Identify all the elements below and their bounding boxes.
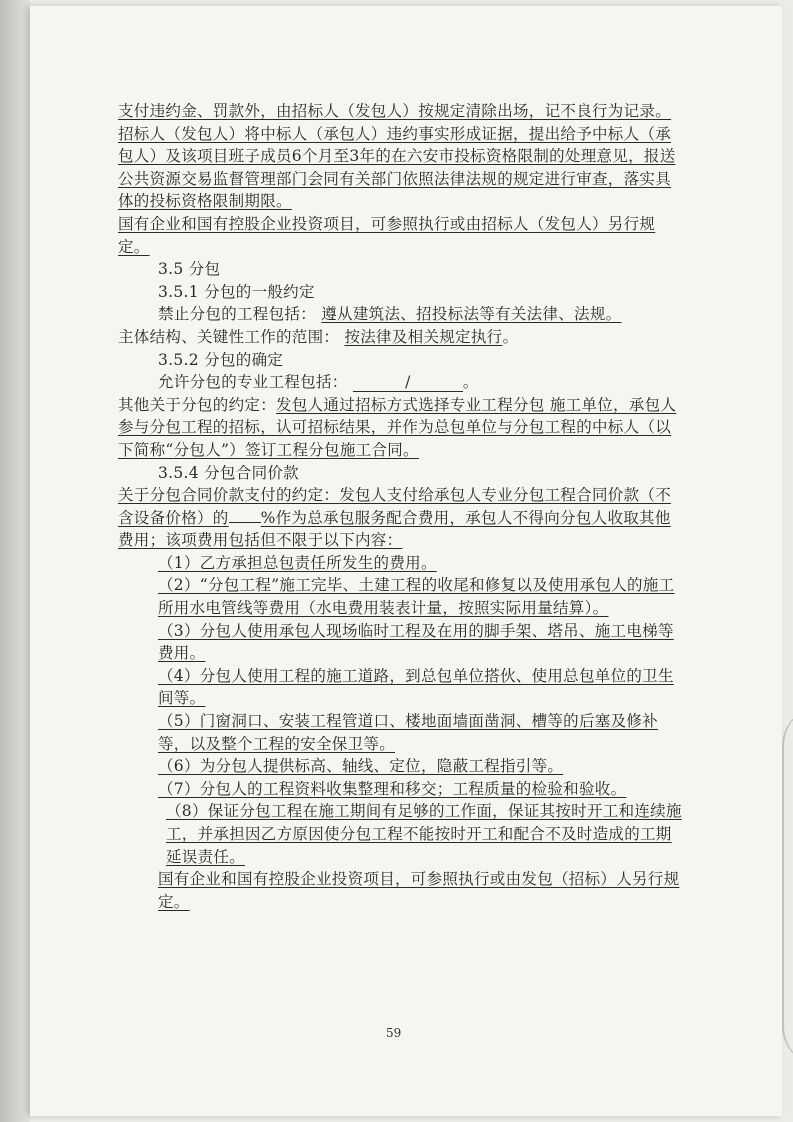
price-paragraph	[118, 484, 686, 552]
page-edge-shadow	[0, 0, 30, 1122]
list-item-5: （5）门窗洞口、安装工程管道口、楼地面墙面凿洞、槽等的后塞及修补等，以及整个工程的安全保卫等。	[158, 712, 658, 753]
allowed-end: 。	[462, 373, 479, 392]
forbidden-value: 遵从建筑法、招投标法等有关法律、法规。	[321, 305, 622, 324]
paragraph-soe-note: 国有企业和国有控股企业投资项目，可参照执行或由招标人（发包人）另行规定。	[118, 214, 656, 256]
section-heading-3-5-2: 3.5.2 分包的确定	[158, 350, 284, 369]
section-heading-3-5: 3.5 分包	[158, 260, 221, 279]
price-label: 关于分包合同价款支付的约定：	[118, 486, 340, 505]
key-work-end: 。	[502, 327, 519, 346]
paragraph-penalty: 支付违约金、罚款外，由招标人（发包人）按规定清除出场，记不良行为记录。招标人（发包人）将中标人（承包人）违约事实形成证据，提出给予中标人（承包人）及该项目班子成员6个月至3年的在六安市投标资格限制的处理意见，报送公共资源交易监督管理部门会同有关部门依照法律法规的规定进行审查，落实具体的投标资格限制期限。	[118, 102, 676, 211]
list-item-1: （1）乙方承担总包责任所发生的费用。	[158, 553, 437, 572]
list-item-3: （3）分包人使用承包人现场临时工程及在用的脚手架、塔吊、施工电梯等费用。	[158, 621, 674, 663]
page-number: 59	[386, 1026, 402, 1040]
list-item-6: （6）为分包人提供标高、轴线、定位，隐蔽工程指引等。	[158, 757, 564, 776]
key-work-value: 按法律及相关规定执行	[344, 327, 503, 346]
section-heading-3-5-1: 3.5.1 分包的一般约定	[158, 282, 315, 301]
allowed-value: /	[353, 373, 463, 392]
allowed-subcontract-line	[118, 371, 686, 394]
price-value-a: 发包人支付给承包人专业分包工程合同价款（不含设备价格）的	[118, 486, 672, 527]
list-item-8: （8）保证分包工程在施工期间有足够的工作面，保证其按时开工和连续施工，并承担因乙方原因使分包工程不能按时开工和配合不及时造成的工期延误责任。	[166, 802, 682, 866]
forbidden-subcontract-line	[118, 303, 686, 326]
final-paragraph: 国有企业和国有控股企业投资项目，可参照执行或由发包（招标）人另行规定。	[158, 870, 680, 911]
document-body	[118, 100, 686, 913]
list-item-4: （4）分包人使用工程的施工道路，到总包单位搭伙、使用总包单位的卫生间等。	[158, 666, 674, 708]
list-item-7-end: 。	[610, 779, 627, 798]
section-heading-3-5-4: 3.5.4 分包合同价款	[158, 463, 299, 482]
allowed-label: 允许分包的专业工程包括：	[158, 373, 348, 392]
list-item-7-text: （7）分包人的工程资料收集整理和移交；工程质量的检验和验收	[158, 779, 611, 798]
list-item-2: （2）“分包工程”施工完毕、土建工程的收尾和修复以及使用承包人的施工所用水电管线等费用（水电费用装表计量，按照实际用量结算）。	[158, 576, 675, 618]
key-work-label: 主体结构、关键性工作的范围：	[118, 327, 340, 346]
forbidden-label: 禁止分包的工程包括：	[158, 305, 317, 324]
other-label: 其他关于分包的约定：	[118, 395, 277, 414]
key-work-line	[118, 326, 686, 349]
seal-stamp	[782, 706, 793, 1066]
price-value-b: %作为总承包服务配合费用，承包人不得向分包人收取其他费用；该项费用包括但不限于以下内容：	[118, 508, 671, 550]
other-value: 发包人通过招标方式选择专业工程分包 施工单位，承包人参与分包工程的招标，认可招标结果，并作为总包单位与分包工程的中标人（以下简称“分包人”）签订工程分包施工合同。	[118, 395, 677, 459]
other-agreement-paragraph	[118, 394, 686, 462]
list-item-7	[118, 778, 686, 801]
percent-blank	[229, 522, 261, 523]
